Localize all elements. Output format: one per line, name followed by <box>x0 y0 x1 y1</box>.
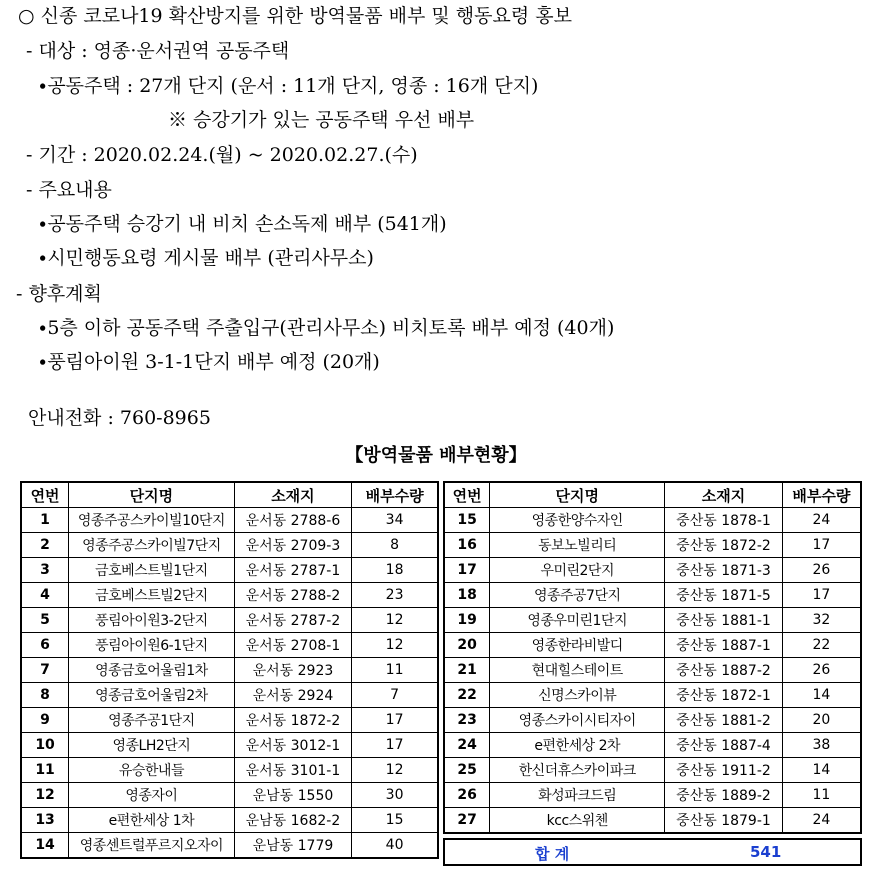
row-number: 15 <box>444 508 490 533</box>
period-line: - 기간 : 2020.02.24.(월) ~ 2020.02.27.(수) <box>26 144 418 166</box>
complex-name: 금호베스트빌2단지 <box>69 583 235 608</box>
location: 운서동 2788-6 <box>234 508 351 533</box>
complex-name: 영종스카이시티자이 <box>490 708 665 733</box>
location: 운서동 2787-1 <box>234 558 351 583</box>
table-row <box>21 533 438 558</box>
table-row <box>21 658 438 683</box>
location: 운서동 2708-1 <box>234 633 351 658</box>
quantity: 12 <box>352 608 438 633</box>
location: 중산동 1887-1 <box>665 633 783 658</box>
header-no: 연번 <box>444 482 490 508</box>
header-quantity: 배부수량 <box>352 482 438 508</box>
location: 중산동 1872-1 <box>665 683 783 708</box>
row-number: 20 <box>444 633 490 658</box>
target-note: ※ 승강기가 있는 공동주택 우선 배부 <box>168 109 475 131</box>
plan-item-1: ∙5층 이하 공동주택 주출입구(관리사무소) 비치토록 배부 예정 (40개) <box>38 317 615 339</box>
complex-name: 영종금호어울림2차 <box>69 683 235 708</box>
quantity: 26 <box>782 658 861 683</box>
location: 중산동 1879-1 <box>665 808 783 834</box>
table-row <box>444 683 861 708</box>
row-number: 11 <box>21 758 69 783</box>
table-row <box>444 733 861 758</box>
location: 중산동 1887-2 <box>665 658 783 683</box>
row-number: 26 <box>444 783 490 808</box>
location: 중산동 1871-3 <box>665 558 783 583</box>
quantity: 18 <box>352 558 438 583</box>
row-number: 10 <box>21 733 69 758</box>
row-number: 24 <box>444 733 490 758</box>
complex-name: 영종주공스카이빌10단지 <box>69 508 235 533</box>
table-row <box>444 758 861 783</box>
location: 운서동 2709-3 <box>234 533 351 558</box>
quantity: 20 <box>782 708 861 733</box>
table-row <box>21 633 438 658</box>
location: 중산동 1911-2 <box>665 758 783 783</box>
table-row <box>21 808 438 833</box>
content-item-2: ∙시민행동요령 게시물 배부 (관리사무소) <box>38 247 374 269</box>
row-number: 12 <box>21 783 69 808</box>
total-label: 합 계 <box>535 845 570 863</box>
row-number: 21 <box>444 658 490 683</box>
complex-name: e편한세상 2차 <box>490 733 665 758</box>
quantity: 38 <box>782 733 861 758</box>
content-item-1: ∙공동주택 승강기 내 비치 손소독제 배부 (541개) <box>38 213 447 235</box>
table-row <box>444 783 861 808</box>
distribution-table-right <box>443 481 862 834</box>
quantity: 7 <box>352 683 438 708</box>
location: 운남동 1779 <box>234 833 351 859</box>
table-row <box>21 558 438 583</box>
complex-name: 풍림아이원3-2단지 <box>69 608 235 633</box>
target-detail: ∙공동주택 : 27개 단지 (운서 : 11개 단지, 영종 : 16개 단지) <box>38 75 539 97</box>
table-row <box>444 583 861 608</box>
complex-name: 영종한양수자인 <box>490 508 665 533</box>
location: 중산동 1881-2 <box>665 708 783 733</box>
location: 중산동 1887-4 <box>665 733 783 758</box>
complex-name: 유승한내들 <box>69 758 235 783</box>
quantity: 17 <box>352 733 438 758</box>
quantity: 17 <box>352 708 438 733</box>
quantity: 26 <box>782 558 861 583</box>
row-number: 13 <box>21 808 69 833</box>
row-number: 27 <box>444 808 490 834</box>
complex-name: 현대힐스테이트 <box>490 658 665 683</box>
header-complex: 단지명 <box>69 482 235 508</box>
location: 운서동 3101-1 <box>234 758 351 783</box>
table-row <box>444 708 861 733</box>
complex-name: 영종자이 <box>69 783 235 808</box>
location: 중산동 1881-1 <box>665 608 783 633</box>
row-number: 25 <box>444 758 490 783</box>
location: 운서동 3012-1 <box>234 733 351 758</box>
row-number: 23 <box>444 708 490 733</box>
complex-name: 영종한라비발디 <box>490 633 665 658</box>
row-number: 1 <box>21 508 69 533</box>
location: 운서동 1872-2 <box>234 708 351 733</box>
complex-name: 영종주공7단지 <box>490 583 665 608</box>
complex-name: 신명스카이뷰 <box>490 683 665 708</box>
plan-heading: - 향후계획 <box>16 283 102 305</box>
row-number: 9 <box>21 708 69 733</box>
table-row <box>21 708 438 733</box>
location: 운남동 1682-2 <box>234 808 351 833</box>
header-no: 연번 <box>21 482 69 508</box>
location: 운남동 1550 <box>234 783 351 808</box>
target-line: - 대상 : 영종·운서권역 공동주택 <box>26 40 290 62</box>
content-heading: - 주요내용 <box>26 179 112 201</box>
complex-name: 영종우미린1단지 <box>490 608 665 633</box>
quantity: 12 <box>352 633 438 658</box>
complex-name: 영종주공1단지 <box>69 708 235 733</box>
row-number: 6 <box>21 633 69 658</box>
table-row <box>21 833 438 859</box>
table-row <box>21 783 438 808</box>
contact-phone: 안내전화 : 760-8965 <box>28 407 211 429</box>
table-row <box>21 508 438 533</box>
row-number: 22 <box>444 683 490 708</box>
row-number: 3 <box>21 558 69 583</box>
plan-item-2: ∙풍림아이원 3-1-1단지 배부 예정 (20개) <box>38 351 380 373</box>
row-number: 4 <box>21 583 69 608</box>
quantity: 8 <box>352 533 438 558</box>
complex-name: e편한세상 1차 <box>69 808 235 833</box>
quantity: 17 <box>782 583 861 608</box>
table-caption: 【방역물품 배부현황】 <box>345 445 527 466</box>
location: 중산동 1872-2 <box>665 533 783 558</box>
row-number: 14 <box>21 833 69 859</box>
table-row <box>444 808 861 834</box>
table-row <box>21 683 438 708</box>
quantity: 17 <box>782 533 861 558</box>
complex-name: 금호베스트빌1단지 <box>69 558 235 583</box>
row-number: 7 <box>21 658 69 683</box>
row-number: 5 <box>21 608 69 633</box>
row-number: 8 <box>21 683 69 708</box>
quantity: 22 <box>782 633 861 658</box>
complex-name: 영종센트럴푸르지오자이 <box>69 833 235 859</box>
total-value: 541 <box>750 843 782 861</box>
row-number: 18 <box>444 583 490 608</box>
table-row <box>444 558 861 583</box>
complex-name: 한신더휴스카이파크 <box>490 758 665 783</box>
table-header-row <box>444 482 861 508</box>
row-number: 2 <box>21 533 69 558</box>
location: 운서동 2923 <box>234 658 351 683</box>
table-row <box>21 733 438 758</box>
quantity: 11 <box>782 783 861 808</box>
complex-name: 동보노빌리티 <box>490 533 665 558</box>
complex-name: 영종금호어울림1차 <box>69 658 235 683</box>
quantity: 14 <box>782 758 861 783</box>
table-row <box>444 658 861 683</box>
location: 중산동 1878-1 <box>665 508 783 533</box>
table-row <box>21 758 438 783</box>
total-row <box>443 838 862 866</box>
header-quantity: 배부수량 <box>782 482 861 508</box>
quantity: 23 <box>352 583 438 608</box>
quantity: 34 <box>352 508 438 533</box>
distribution-table-left <box>20 481 439 859</box>
table-row <box>444 508 861 533</box>
table-row <box>444 608 861 633</box>
quantity: 12 <box>352 758 438 783</box>
complex-name: 우미린2단지 <box>490 558 665 583</box>
location: 중산동 1889-2 <box>665 783 783 808</box>
quantity: 14 <box>782 683 861 708</box>
table-row <box>21 608 438 633</box>
quantity: 24 <box>782 508 861 533</box>
quantity: 30 <box>352 783 438 808</box>
table-row <box>21 583 438 608</box>
location: 운서동 2788-2 <box>234 583 351 608</box>
quantity: 32 <box>782 608 861 633</box>
table-row <box>444 533 861 558</box>
location: 중산동 1871-5 <box>665 583 783 608</box>
complex-name: 풍림아이원6-1단지 <box>69 633 235 658</box>
location: 운서동 2924 <box>234 683 351 708</box>
row-number: 17 <box>444 558 490 583</box>
table-header-row <box>21 482 438 508</box>
complex-name: 화성파크드림 <box>490 783 665 808</box>
quantity: 11 <box>352 658 438 683</box>
quantity: 15 <box>352 808 438 833</box>
header-location: 소재지 <box>234 482 351 508</box>
header-complex: 단지명 <box>490 482 665 508</box>
row-number: 16 <box>444 533 490 558</box>
quantity: 40 <box>352 833 438 859</box>
header-location: 소재지 <box>665 482 783 508</box>
complex-name: kcc스위첸 <box>490 808 665 834</box>
row-number: 19 <box>444 608 490 633</box>
complex-name: 영종주공스카이빌7단지 <box>69 533 235 558</box>
complex-name: 영종LH2단지 <box>69 733 235 758</box>
table-row <box>444 633 861 658</box>
location: 운서동 2787-2 <box>234 608 351 633</box>
notice-title: ○ 신종 코로나19 확산방지를 위한 방역물품 배부 및 행동요령 홍보 <box>18 5 572 27</box>
quantity: 24 <box>782 808 861 834</box>
